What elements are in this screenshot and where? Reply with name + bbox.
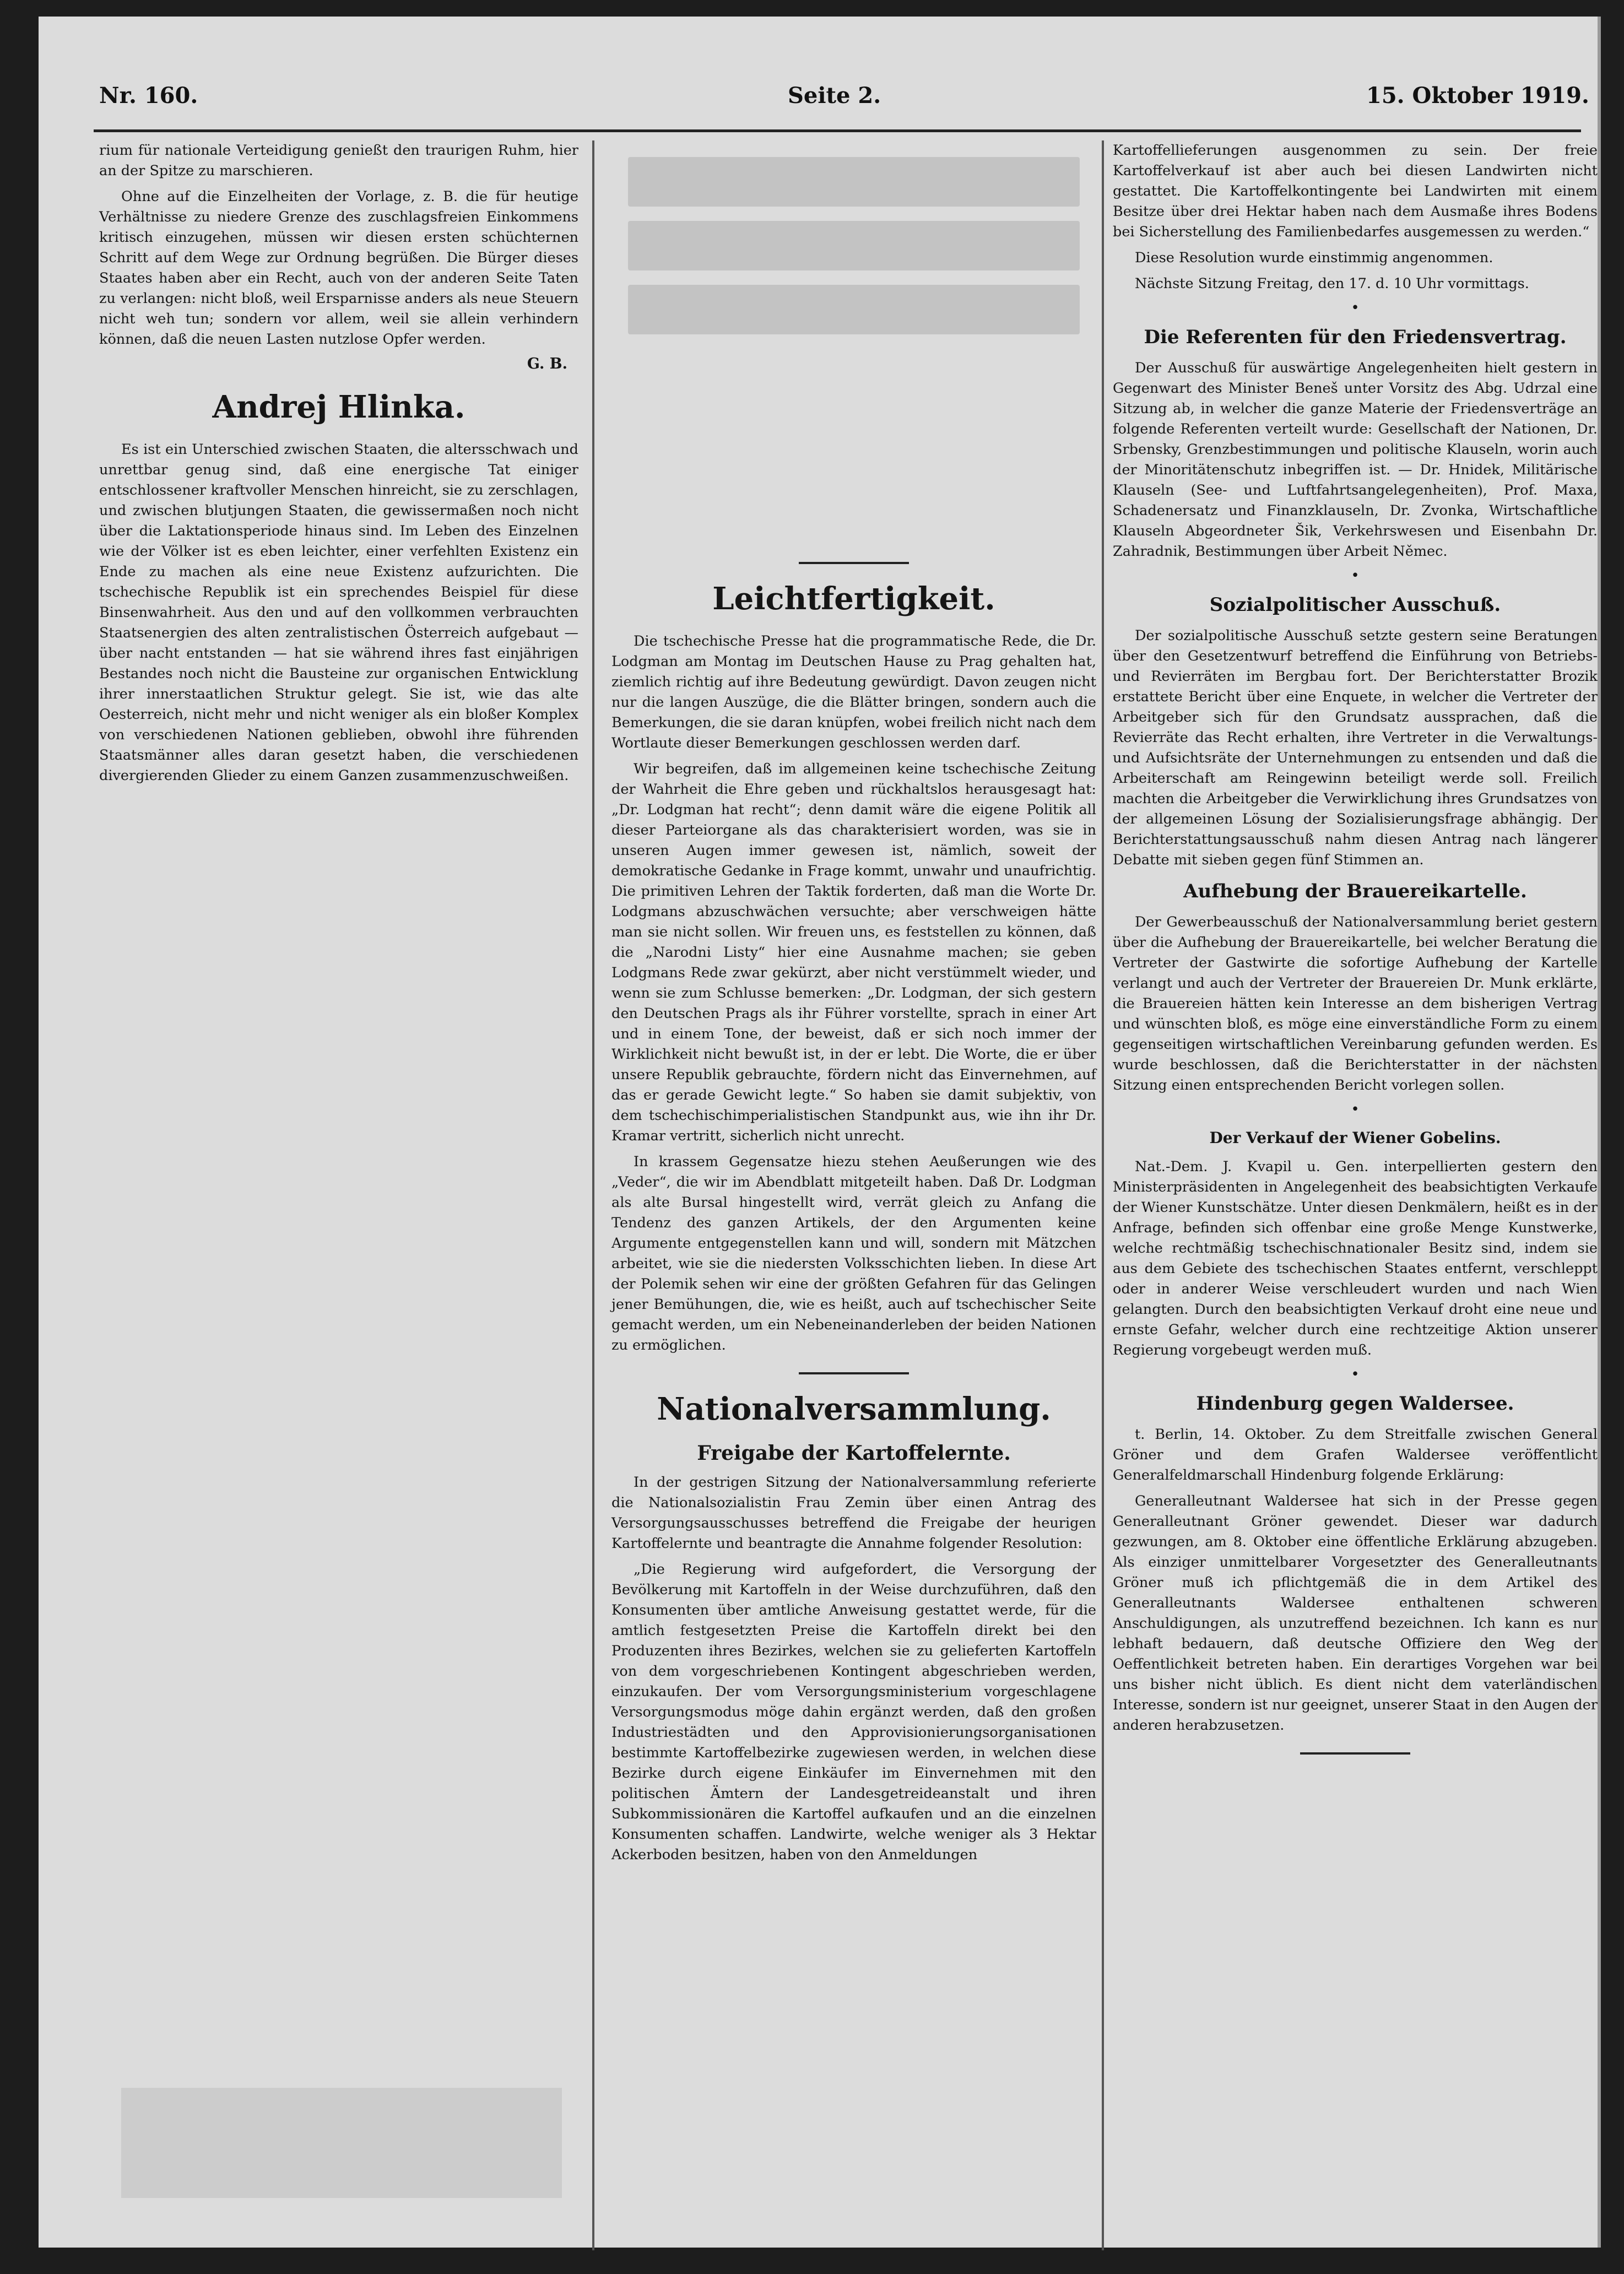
show-through-area: [611, 140, 1096, 493]
paragraph: Es ist ein Unterschied zwischen Staaten, die altersschwach und unrettbar genug sind, daß eine energische Tat einiger entschlossener kraftvoller Menschen hinreicht, sie zu zerschlagen, und zwischen blutjungen Staaten, die gewissermaßen noch nicht über die Laktationsperiode hinaus sind. Im Leben des Einzelnen wie der Völker ist es eben leichter, einer verfehlten Existenz ein Ende zu machen als eine neue Existenz aufzurichten. Die tschechische Republik ist ein sprechendes Beispiel für diese Binsenwahrheit. Aus den und auf den vollkommen verbrauchten Staatsenergien des alten zentralistischen Österreich aufgebaut — über nacht entstanden — hat sie während ihres fast einjährigen Bestandes noch nicht die Bausteine zur organischen Entwicklung ihrer innerstaatlichen Struktur gelegt. Sie ist, wie das alte Oesterreich, nicht mehr und nicht weniger als ein bloßer Komplex von verschiedenen Nationen geblieben, obwohl ihre führenden Staatsmänner alles daran gesetzt haben, die verschiedenen divergierenden Glieder zu einem Ganzen zusammenzuschweißen.: [99, 441, 578, 784]
smudged-area: [121, 2088, 562, 2198]
paragraph: In krassem Gegensatze hiezu stehen Aeußerungen wie des „Veder“, die wir im Abendblatt mitgeteilt haben. Daß Dr. Lodgman als alte Bursal hingestellt wird, verrät gleich zu Anfang die Tendenz des ganzen Artikels, der den Argumenten keine Argumente entgegenstellen kann und will, sondern mit Mätzchen arbeitet, wie sie die niedersten Volksschichten lieben. In diese Art der Polemik sehen wir eine der größten Gefahren für das Gelingen jener Bemühungen, die, wie es heißt, auch auf tschechischer Seite gemacht werden, um ein Nebeneinanderleben der beiden Nationen zu ermöglichen.: [611, 1154, 1096, 1353]
paragraph: In der gestrigen Sitzung der Nationalversammlung referierte die Nationalsozialistin Frau Zemin über einen Antrag des Versorgungsausschusses betreffend die Freigabe der heurigen Kartoffelernte und beantragte die Annahme folgender Resolution:: [611, 1474, 1096, 1552]
header-rule: [94, 129, 1581, 132]
paragraph: Der Ausschuß für auswärtige Angelegenheiten hielt gestern in Gegenwart des Minister Beneš unter Vorsitz des Abg. Udrzal eine Sitzung ab, in welcher die ganze Materie der Friedensverträge an folgende Referenten verteilt wurde: Gesellschaft der Nationen, Dr. Srbensky, Grenzbestimmungen und politische Klauseln, worin auch der Minoritätenschutz inbegriffen ist. — Dr. Hnidek, Militärische Klauseln (See- und Luftfahrtsangelegenheiten), Prof. Maxa, Schadenersatz und Finanzklauseln, Dr. Zvonka, Wirtschaftliche Klauseln Abgeordneter Šik, Verkehrswesen und Eisenbahn Dr. Zahradnik, Bestimmungen über Arbeit Němec.: [1113, 360, 1598, 560]
column-3: [1113, 140, 1598, 1768]
article-title-referenten: Die Referenten für den Friedensvertrag.: [1144, 326, 1567, 348]
column-divider-1: [592, 140, 594, 2250]
paragraph: Der sozialpolitische Ausschuß setzte gestern seine Beratungen über den Gesetzentwurf betreffend die Einführung von Betriebs- und Revierräten im Bergbau fort. Der Berichterstatter Brozik erstattete Bericht über eine Enquete, in welcher die Vertreter der Arbeitgeber sich für den Grundsatz aussprachen, daß die Revierräte das Recht erhalten, ihre Vertreter in die Verwaltungs- und Aufsichtsräte der Unternehmungen zu entsenden und daß die Arbeiterschaft am Reingewinn beteiligt werde soll. Freilich machten die Arbeitgeber die Verwirklichung ihres Grundsatzes von der allgemeinen Lösung der Sozialisierungsfrage abhängig. Der Berichterstattungsausschuß nahm diesen Antrag nach längerer Debatte mit sieben gegen fünf Stimmen an.: [1113, 627, 1598, 868]
article-title-brauereikartelle: Aufhebung der Brauereikartelle.: [1183, 880, 1527, 902]
section-rule: [799, 1372, 909, 1374]
article-title-nationalversammlung: Nationalversammlung.: [657, 1391, 1051, 1427]
separator-dot: •: [1351, 567, 1360, 584]
paragraph: t. Berlin, 14. Oktober. Zu dem Streitfalle zwischen General Gröner und dem Grafen Waldersee veröffentlicht Generalfeldmarschall Hindenburg folgende Erklärung:: [1113, 1426, 1598, 1483]
article-title-hindenburg: Hindenburg gegen Waldersee.: [1196, 1393, 1514, 1415]
section-rule: [799, 562, 909, 564]
issue-number: Nr. 160.: [99, 83, 198, 109]
paragraph: Generalleutnant Waldersee hat sich in der Presse gegen Generalleutnant Gröner gewendet. Dieser war dadurch gezwungen, am 8. Oktober eine öffentliche Erklärung abzugeben. Als einziger unmittelbarer Vorgesetzter des Generalleutnants Gröner muß ich pflichtgemäß die in dem Artikel des Generalleutnants Waldersee enthaltenen schweren Anschuldigungen, als unzutreffend bezeichnen. Ich kann es nur lebhaft bedauern, daß deutsche Offiziere den Weg der Oeffentlichkeit betreten haben. Ein derartiges Vorgehen war bei uns bisher nicht üblich. Es dient nicht dem vaterländischen Interesse, sondern ist nur geeignet, unserer Staat in den Augen der anderen herabzusetzen.: [1113, 1493, 1598, 1734]
column-divider-2: [1102, 140, 1104, 2250]
column-1: [99, 140, 578, 792]
paragraph: Diese Resolution wurde einstimmig angenommen.: [1135, 250, 1493, 266]
separator-dot: •: [1351, 1366, 1360, 1383]
paragraph: Wir begreifen, daß im allgemeinen keine tschechische Zeitung der Wahrheit die Ehre geben und rückhaltslos herausgesagt hat: „Dr. Lodgman hat recht“; denn damit wäre die eigene Politik all dieser Parteiorgane als das charakterisiert worden, was sie in unseren Augen immer gewesen ist, nämlich, soweit der demokratische Gedanke in Frage kommt, unwahr und unaufrichtig. Die primitiven Lehren der Taktik forderten, daß man die Worte Dr. Lodgmans abzuschwächen versuchte; aber verschweigen hätte man sie nicht sollen. Wir freuen uns, es feststellen zu können, daß die „Narodni Listy“ hier eine Ausnahme machen; sie geben Lodgmans Rede zwar gekürzt, aber nicht verstümmelt wieder, und wenn sie zum Schlusse bemerken: „Dr. Lodgman, der sich gestern den Deutschen Prags als ihr Führer vorstellte, sprach in einer Art und in einem Tone, der beweist, daß er sich noch immer der Wirklichkeit nicht bewußt ist, in der er lebt. Die Worte, die er über unsere Republik gebrauchte, fördern nicht das Einvernehmen, auf das er gerade Gewicht legte.“ So haben sie damit subjektiv, von dem tschechischimperialistischen Standpunkt aus, wie ihn ihr Dr. Kramar vertritt, sicherlich nicht unrecht.: [611, 761, 1096, 1144]
article-title-hlinka: Andrej Hlinka.: [212, 389, 465, 425]
separator-dot: •: [1351, 300, 1360, 316]
newspaper-page: [39, 17, 1601, 2248]
column-2: [611, 545, 1096, 1871]
paragraph: rium für nationale Verteidigung genießt den traurigen Ruhm, hier an der Spitze zu marschieren.: [99, 142, 578, 179]
faded-print-ghost: [628, 157, 1080, 465]
paragraph: Nat.-Dem. J. Kvapil u. Gen. interpellierten gestern den Ministerpräsidenten in Angelegenheit des beabsichtigten Verkaufe der Wiener Kunstschätze. Unter diesen Denkmälern, heißt es in der Anfrage, befinden sich offenbar eine große Menge Kunstwerke, welche rechtmäßig tschechischnationaler Besitz sind, indem sie aus dem Gebiete des tschechischen Staates entfernt, verschleppt oder in anderer Weise verschleudert wurden und nach Wien gelangten. Durch den beabsichtigten Verkauf droht eine neue und ernste Gefahr, welcher durch eine rechtzeitige Aktion unserer Regierung vorgebeugt werden muß.: [1113, 1158, 1598, 1358]
separator-dot: •: [1351, 1101, 1360, 1118]
paragraph: „Die Regierung wird aufgefordert, die Versorgung der Bevölkerung mit Kartoffeln in der Weise durchzuführen, daß den Konsumenten über amtliche Anweisung gestattet werde, für die amtlich festgesetzten Preise die Kartoffeln direkt bei den Produzenten ihres Bezirkes, welchen sie zu gelieferten Kartoffeln von dem vorgeschriebenen Kontingent abgeschrieben werden, einzukaufen. Der vom Versorgungsministerium vorgeschlagene Versorgungsmodus möge dahin ergänzt werden, daß den großen Industriestädten und den Approvisionierungsorganisationen bestimmte Kartoffelbezirke zugewiesen werden, in welchen diese Bezirke durch eigene Einkäufer im Einvernehmen mit den politischen Ämtern der Landesgetreideanstalt und ihren Subkommissionären die Kartoffel aufkaufen und an die einzelnen Konsumenten schaffen. Landwirte, welche weniger als 3 Hektar Ackerboden besitzen, haben von den Anmeldungen: [611, 1561, 1096, 1863]
article-title-sozialpolitischer-ausschuss: Sozialpolitischer Ausschuß.: [1209, 594, 1501, 616]
paragraph: Die tschechische Presse hat die programmatische Rede, die Dr. Lodgman am Montag im Deutschen Hause zu Prag gehalten hat, ziemlich richtig auf ihre Bedeutung gewürdigt. Davon zeugen nicht nur die langen Auszüge, die die Blätter bringen, sondern auch die Bemerkungen, die sie daran knüpfen, wobei freilich nicht nach dem Wortlaute dieser Bemerkungen geschlossen werden darf.: [611, 633, 1096, 751]
section-rule: [1300, 1752, 1410, 1755]
paragraph: Der Gewerbeausschuß der Nationalversammlung beriet gestern über die Aufhebung der Brauereikartelle, bei welcher Beratung die Vertreter der Gastwirte die sofortige Aufhebung der Kartelle verlangt und auch der Vertreter der Brauereien Dr. Munk erklärte, die Brauereien hätten kein Interesse an dem bisherigen Vertrag und wünschten bloß, es möge eine einverständliche Form zu einem gegenseitigen wirtschaftlichen Vereinbarung gefunden werden. Es wurde beschlossen, daß die Berichterstatter in der nächsten Sitzung einen entsprechenden Bericht vorlegen sollen.: [1113, 914, 1598, 1093]
paragraph: Kartoffellieferungen ausgenommen zu sein. Der freie Kartoffelverkauf ist aber auch bei diesen Landwirten nicht gestattet. Die Kartoffelkontingente bei Landwirten mit einem Besitze über drei Hektar haben nach dem Ausmaße ihres Bodens bei Sicherstellung des Familienbedarfes ausgemessen zu werden.“: [1113, 142, 1598, 240]
article-title-leichtfertigkeit: Leichtfertigkeit.: [712, 581, 995, 617]
page-number: Seite 2.: [788, 83, 881, 109]
author-signature: G. B.: [527, 355, 567, 372]
paragraph: Ohne auf die Einzelheiten der Vorlage, z. B. die für heutige Verhältnisse zu niedere Grenze des zuschlagsfreien Einkommens kritisch einzugehen, müssen wir diesen ersten schüchternen Schritt auf dem Wege zur Ordnung begrüßen. Die Bürger dieses Staates haben aber ein Recht, auch von der anderen Seite Taten zu verlangen: nicht bloß, weil Ersparnisse anders als neue Steuern nicht weh tun; sondern vor allem, weil sie allein verhindern können, daß die neuen Lasten nutzlose Opfer werden.: [99, 188, 578, 348]
article-subtitle-kartoffelernte: Freigabe der Kartoffelernte.: [697, 1442, 1011, 1465]
article-title-gobelins: Der Verkauf der Wiener Gobelins.: [1209, 1129, 1501, 1147]
issue-date: 15. Oktober 1919.: [1366, 83, 1589, 109]
paragraph: Nächste Sitzung Freitag, den 17. d. 10 Uhr vormittags.: [1135, 275, 1529, 292]
